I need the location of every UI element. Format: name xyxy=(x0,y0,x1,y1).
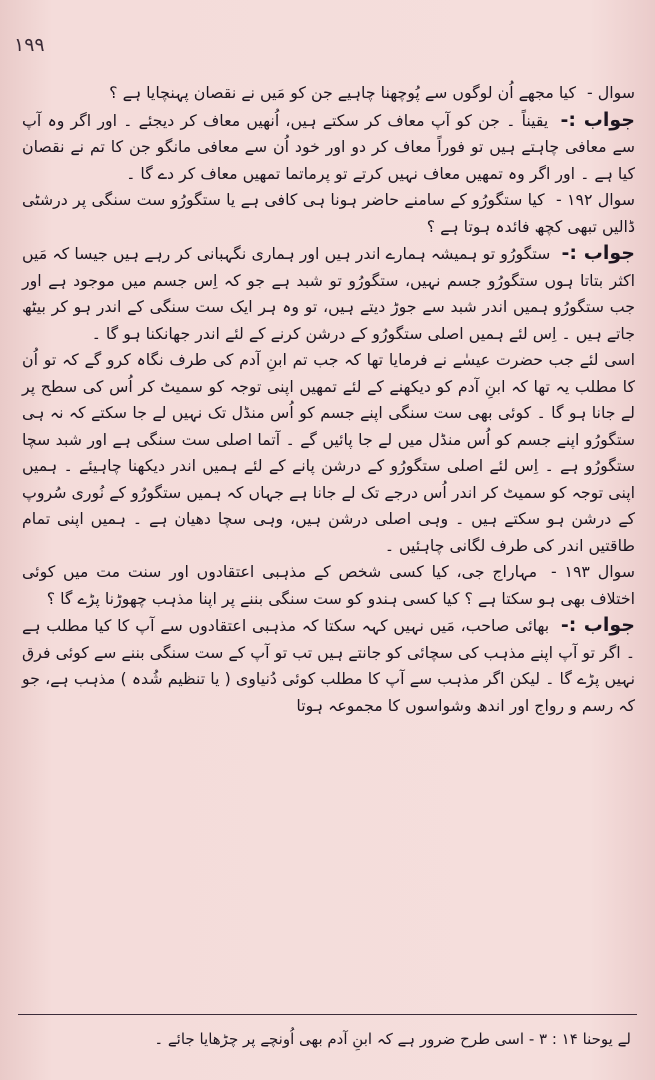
question-text: مہاراج جی، کیا کسی شخص کے مذہبی اعتقادوں اور سنت مت میں کوئی اختلاف بھی ہو سکتا ہے ؟ کیا کسی ہندو کو ست سنگی بننے پر اپنا مذہب چھوڑنا پڑے گا ؟ xyxy=(22,562,635,608)
question-label: سوال ۱۹۳ - xyxy=(550,562,635,581)
footnote-reference: یوحنا ۱۴ : ۳ - xyxy=(528,1030,613,1048)
footnote-text: اسی طرح ضرور ہے کہ ابنِ آدم بھی اُونچے پر چڑھایا جائے ۔ xyxy=(154,1030,525,1048)
page-number: ۱۹۹ xyxy=(14,34,45,56)
answer-block-1 xyxy=(22,107,635,188)
footnote xyxy=(30,1030,631,1048)
footnote-marker: لے xyxy=(617,1030,631,1048)
question-block-2 xyxy=(22,187,635,240)
answer-label: جواب :- xyxy=(561,242,635,264)
answer-label: جواب :- xyxy=(560,108,635,131)
answer-text: ستگورُو تو ہمیشہ ہمارے اندر ہیں اور ہماری نگہبانی کر رہے ہیں جیسا کہ مَیں اکثر بتاتا ہوں ستگورُو جسم نہیں، ستگورُو تو شبد ہے جو کہ اِس جسم میں موجود ہے اور جب ستگورُو ہمیں اندر شبد سے جوڑ دیتے ہیں، تو وہ ہر ایک ست سنگی کے اندر ہو کر بیٹھ جاتے ہیں ۔ اِس لئے ہمیں اصلی ستگورُو کے درشن کرنے کے لئے اندر جھانکنا ہو گا ۔ xyxy=(22,244,635,343)
answer-block-3 xyxy=(22,612,635,719)
page-body xyxy=(22,80,635,719)
question-text: کیا ستگورُو کے سامنے حاضر ہونا ہی کافی ہے یا ستگورُو ست سنگی پر درشٹی ڈالیں تبھی کچھ فائدہ ہوتا ہے ؟ xyxy=(22,190,635,236)
question-label: سوال ۱۹۲ - xyxy=(555,190,635,209)
question-block-1 xyxy=(22,80,635,107)
answer-label: جواب :- xyxy=(560,614,635,636)
question-block-3 xyxy=(22,559,635,612)
question-text: کیا مجھے اُن لوگوں سے پُوچھنا چاہیے جن کو مَیں نے نقصان پہنچایا ہے ؟ xyxy=(109,83,576,102)
answer-text: بھائی صاحب، مَیں نہیں کہہ سکتا کہ مذہبی اعتقادوں سے آپ کا کیا مطلب ہے ۔ اگر تو آپ اپنے مذہب کی سچائی کو جانتے ہیں تب تو آپ کے ست سنگی بننے سے کوئی فرق نہیں پڑے گا ۔ لیکن اگر مذہب سے آپ کا مطلب کوئی دُنیاوی ( یا تنظیم شُدہ ) مذہب ہے، جو کہ رسم و رواج اور اندھ وشواسوں کا مجموعہ ہوتا xyxy=(22,616,635,715)
answer-text: یقیناً ۔ جن کو آپ معاف کر سکتے ہیں، اُنھیں معاف کر دیجئے ۔ اور اگر وہ آپ سے معافی چاہتے ہیں تو فوراً معاف کر دو اور خود اُن سے معافی مانگو جن کا تم نے نقصان کیا ہے ۔ اور اگر وہ تمھیں معاف نہیں کرتے تو پرماتما تمھیں معاف کر دے گا ۔ xyxy=(22,110,635,183)
answer-block-2 xyxy=(22,240,635,347)
question-label: سوال - xyxy=(587,83,635,102)
footnote-divider xyxy=(18,1014,637,1015)
paragraph: اسی لئے جب حضرت عیسٰے نے فرمایا تھا کہ جب تم ابنِ آدم کی طرف نگاہ کرو گے کہ تو اُن کا مطلب یہ تھا کہ ابنِ آدم کو دیکھنے کے لئے تمھیں اپنی توجہ کو سمیٹ کر اُس کی سطح پر لے جانا ہو گا ۔ کوئی بھی ست سنگی اپنے جسم کو اُس منڈل تک نہیں لے جا سکتے کہ نہ ہی ستگورُو اپنے جسم کو اُس منڈل میں لے جا پائیں گے ۔ آتما اصلی ست سنگی ہے اور شبد سچا ستگورُو ہے ۔ اِس لئے اصلی ستگورُو کے درشن پانے کے لئے ہمیں اندر دیکھنا چاہیئے ۔ ہمیں اپنی توجہ کو سمیٹ کر اندر اُس درجے تک لے جانا ہے جہاں کہ ہمیں ستگورُو کے نُوری سُروپ کے درشن ہو سکتے ہیں ۔ وہی اصلی درشن ہیں، وہی سچا دھیان ہے ۔ ہمیں اپنی تمام طاقتیں اندر کی طرف لگانی چاہئیں ۔ xyxy=(22,350,635,555)
